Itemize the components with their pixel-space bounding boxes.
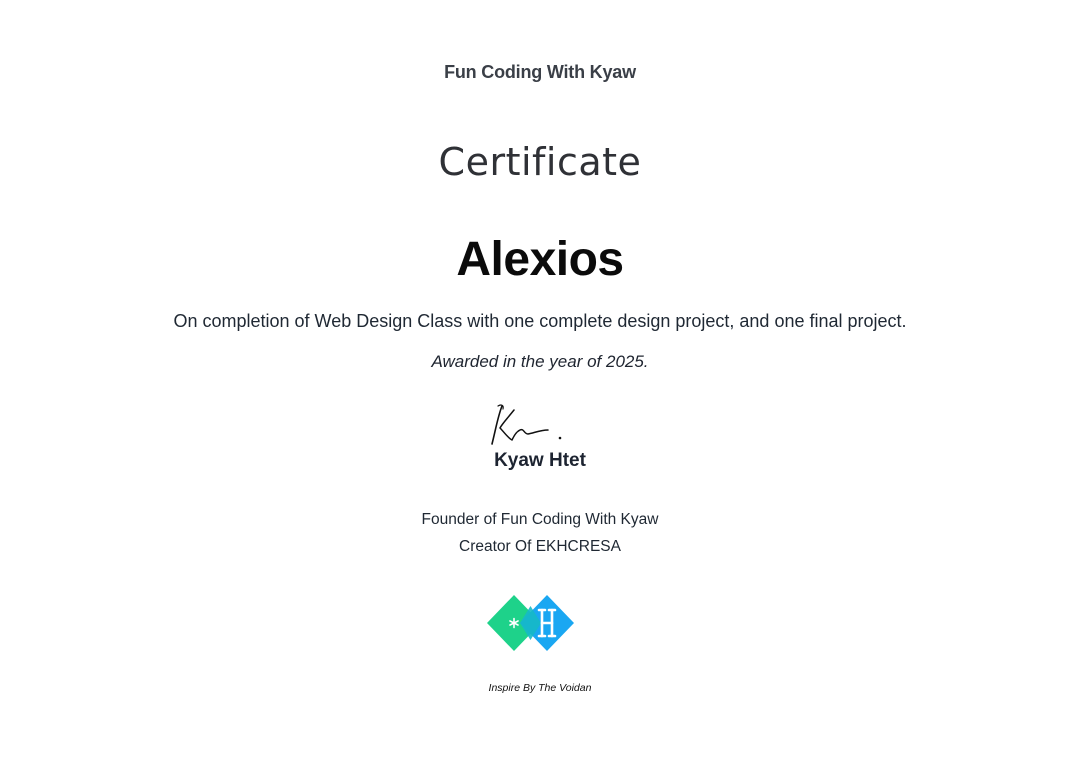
signature-image [488,400,568,452]
certificate-description: On completion of Web Design Class with one complete design project, and one final project. [173,311,907,331]
signatory-role-founder: Founder of Fun Coding With Kyaw [421,511,659,528]
recipient-name: Alexios [456,233,624,286]
signatory-name: Kyaw Htet [494,450,586,471]
certificate-title: Certificate [438,140,642,184]
organization-name: Fun Coding With Kyaw [444,62,636,82]
diamond-logo-icon [484,592,578,654]
signatory-role-creator: Creator Of EKHCRESA [459,538,621,555]
footer-credit: Inspire By The Voidan [488,682,592,694]
award-line: Awarded in the year of 2025. [431,352,649,371]
